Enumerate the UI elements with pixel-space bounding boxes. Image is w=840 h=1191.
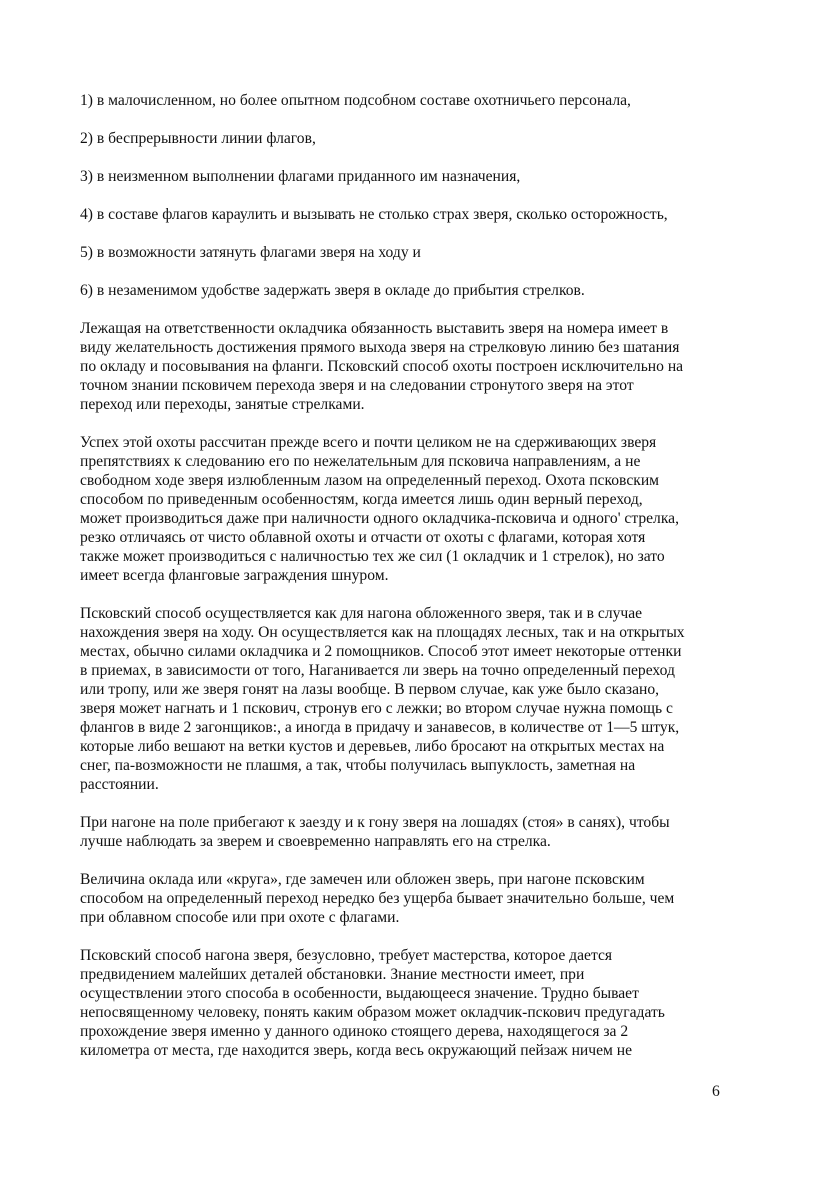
- text-line: расстоянии.: [80, 776, 159, 793]
- text-line: Величина оклада или «круга», где замечен или обложен зверь, при нагоне псковским: [80, 871, 645, 888]
- text-line: способом по приведенным особенностям, когда имеется лишь один верный переход,: [80, 491, 643, 508]
- paragraph-hunt-success: [80, 433, 760, 585]
- text-line: нахождения зверя на ходу. Он осуществляется как на площадях лесных, так и на открытых: [80, 624, 685, 641]
- text-line: также может производиться с наличностью тех же сил (1 окладчик и 1 стрелок), но зато: [80, 548, 665, 565]
- list-item: 1) в малочисленном, но более опытном подсобном составе охотничьего персонала,: [80, 92, 631, 109]
- text-line: осуществлении этого способа в особенности, выдающееся значение. Трудно бывает: [80, 985, 639, 1002]
- text-line: или тропу, или же зверя гонят на лазы вообще. В первом случае, как уже было сказано,: [80, 681, 660, 698]
- text-line: флангов в виде 2 загонщиков:, а иногда в придачу и занавесов, в количестве от 1—5 штук,: [80, 719, 680, 736]
- page-content: [80, 91, 760, 1079]
- text-line: имеет всегда фланговые заграждения шнуром.: [80, 567, 389, 584]
- paragraph-mastery: [80, 946, 760, 1060]
- text-line: может производиться даже при наличности одного окладчика-псковича и одного' стрелка,: [80, 510, 679, 527]
- paragraph-pskov-method: [80, 604, 760, 794]
- text-line: снег, па-возможности не плашмя, а так, чтобы получилась выпуклость, заметная на: [80, 757, 636, 774]
- text-line: Лежащая на ответственности окладчика обязанность выставить зверя на номера имеет в: [80, 320, 669, 337]
- paragraph-field-drive: [80, 813, 760, 851]
- page-number: 6: [712, 1083, 720, 1100]
- text-line: лучше наблюдать за зверем и своевременно направлять его на стрелка.: [80, 833, 551, 850]
- text-line: в приемах, в зависимости от того, Наганивается ли зверь на точно определенный переход: [80, 662, 675, 679]
- text-line: Псковский способ осуществляется как для нагона обложенного зверя, так и в случае: [80, 605, 643, 622]
- text-line: При нагоне на поле прибегают к заезду и к гону зверя на лошадях (стоя» в санях), чтобы: [80, 814, 670, 831]
- text-line: резко отличаясь от чисто облавной охоты и отчасти от охоты с флагами, которая хотя: [80, 529, 646, 546]
- text-line: Успех этой охоты рассчитан прежде всего и почти целиком не на сдерживающих зверя: [80, 434, 657, 451]
- list-item: 6) в незаменимом удобстве задержать зверя в окладе до прибытия стрелков.: [80, 282, 585, 299]
- text-line: зверя может нагнать и 1 пскович, стронув его с лежки; во втором случае нужна помощь с: [80, 700, 673, 717]
- text-line: при облавном способе или при охоте с флагами.: [80, 909, 400, 926]
- paragraph-okladchik-duty: [80, 319, 760, 414]
- list-item: 3) в неизменном выполнении флагами приданного им назначения,: [80, 168, 521, 185]
- paragraph-oklad-size: [80, 870, 760, 927]
- text-line: свободном ходе зверя излюбленным лазом на определенный переход. Охота псковским: [80, 472, 660, 489]
- text-line: точном знании псковичем перехода зверя и на следовании стронутого зверя на этот: [80, 377, 634, 394]
- text-line: прохождение зверя именно у данного одиноко стоящего дерева, находящегося за 2: [80, 1023, 629, 1040]
- text-line: предвидением малейших деталей обстановки. Знание местности имеет, при: [80, 966, 585, 983]
- list-item: 4) в составе флагов караулить и вызывать не столько страх зверя, сколько осторожность,: [80, 206, 668, 223]
- text-line: Псковский способ нагона зверя, безусловно, требует мастерства, которое дается: [80, 947, 613, 964]
- text-line: по окладу и посовывания на фланги. Псковский способ охоты построен исключительно на: [80, 358, 684, 375]
- text-line: которые либо вешают на ветки кустов и деревьев, либо бросают на открытых местах на: [80, 738, 665, 755]
- text-line: препятствиях к следованию его по нежелательным для псковича направлениям, а не: [80, 453, 641, 470]
- list-item: 5) в возможности затянуть флагами зверя на ходу и: [80, 244, 421, 261]
- text-line: километра от места, где находится зверь, когда весь окружающий пейзаж ничем не: [80, 1042, 633, 1059]
- text-line: местах, обычно силами окладчика и 2 помощников. Способ этот имеет некоторые оттенки: [80, 643, 682, 660]
- text-line: переход или переходы, занятые стрелками.: [80, 396, 365, 413]
- text-line: способом на определенный переход нередко без ущерба бывает значительно больше, чем: [80, 890, 675, 907]
- list-item: 2) в беспрерывности линии флагов,: [80, 130, 316, 147]
- text-line: непосвященному человеку, понять каким образом может окладчик-пскович предугадать: [80, 1004, 665, 1021]
- text-line: виду желательность достижения прямого выхода зверя на стрелковую линию без шатания: [80, 339, 680, 356]
